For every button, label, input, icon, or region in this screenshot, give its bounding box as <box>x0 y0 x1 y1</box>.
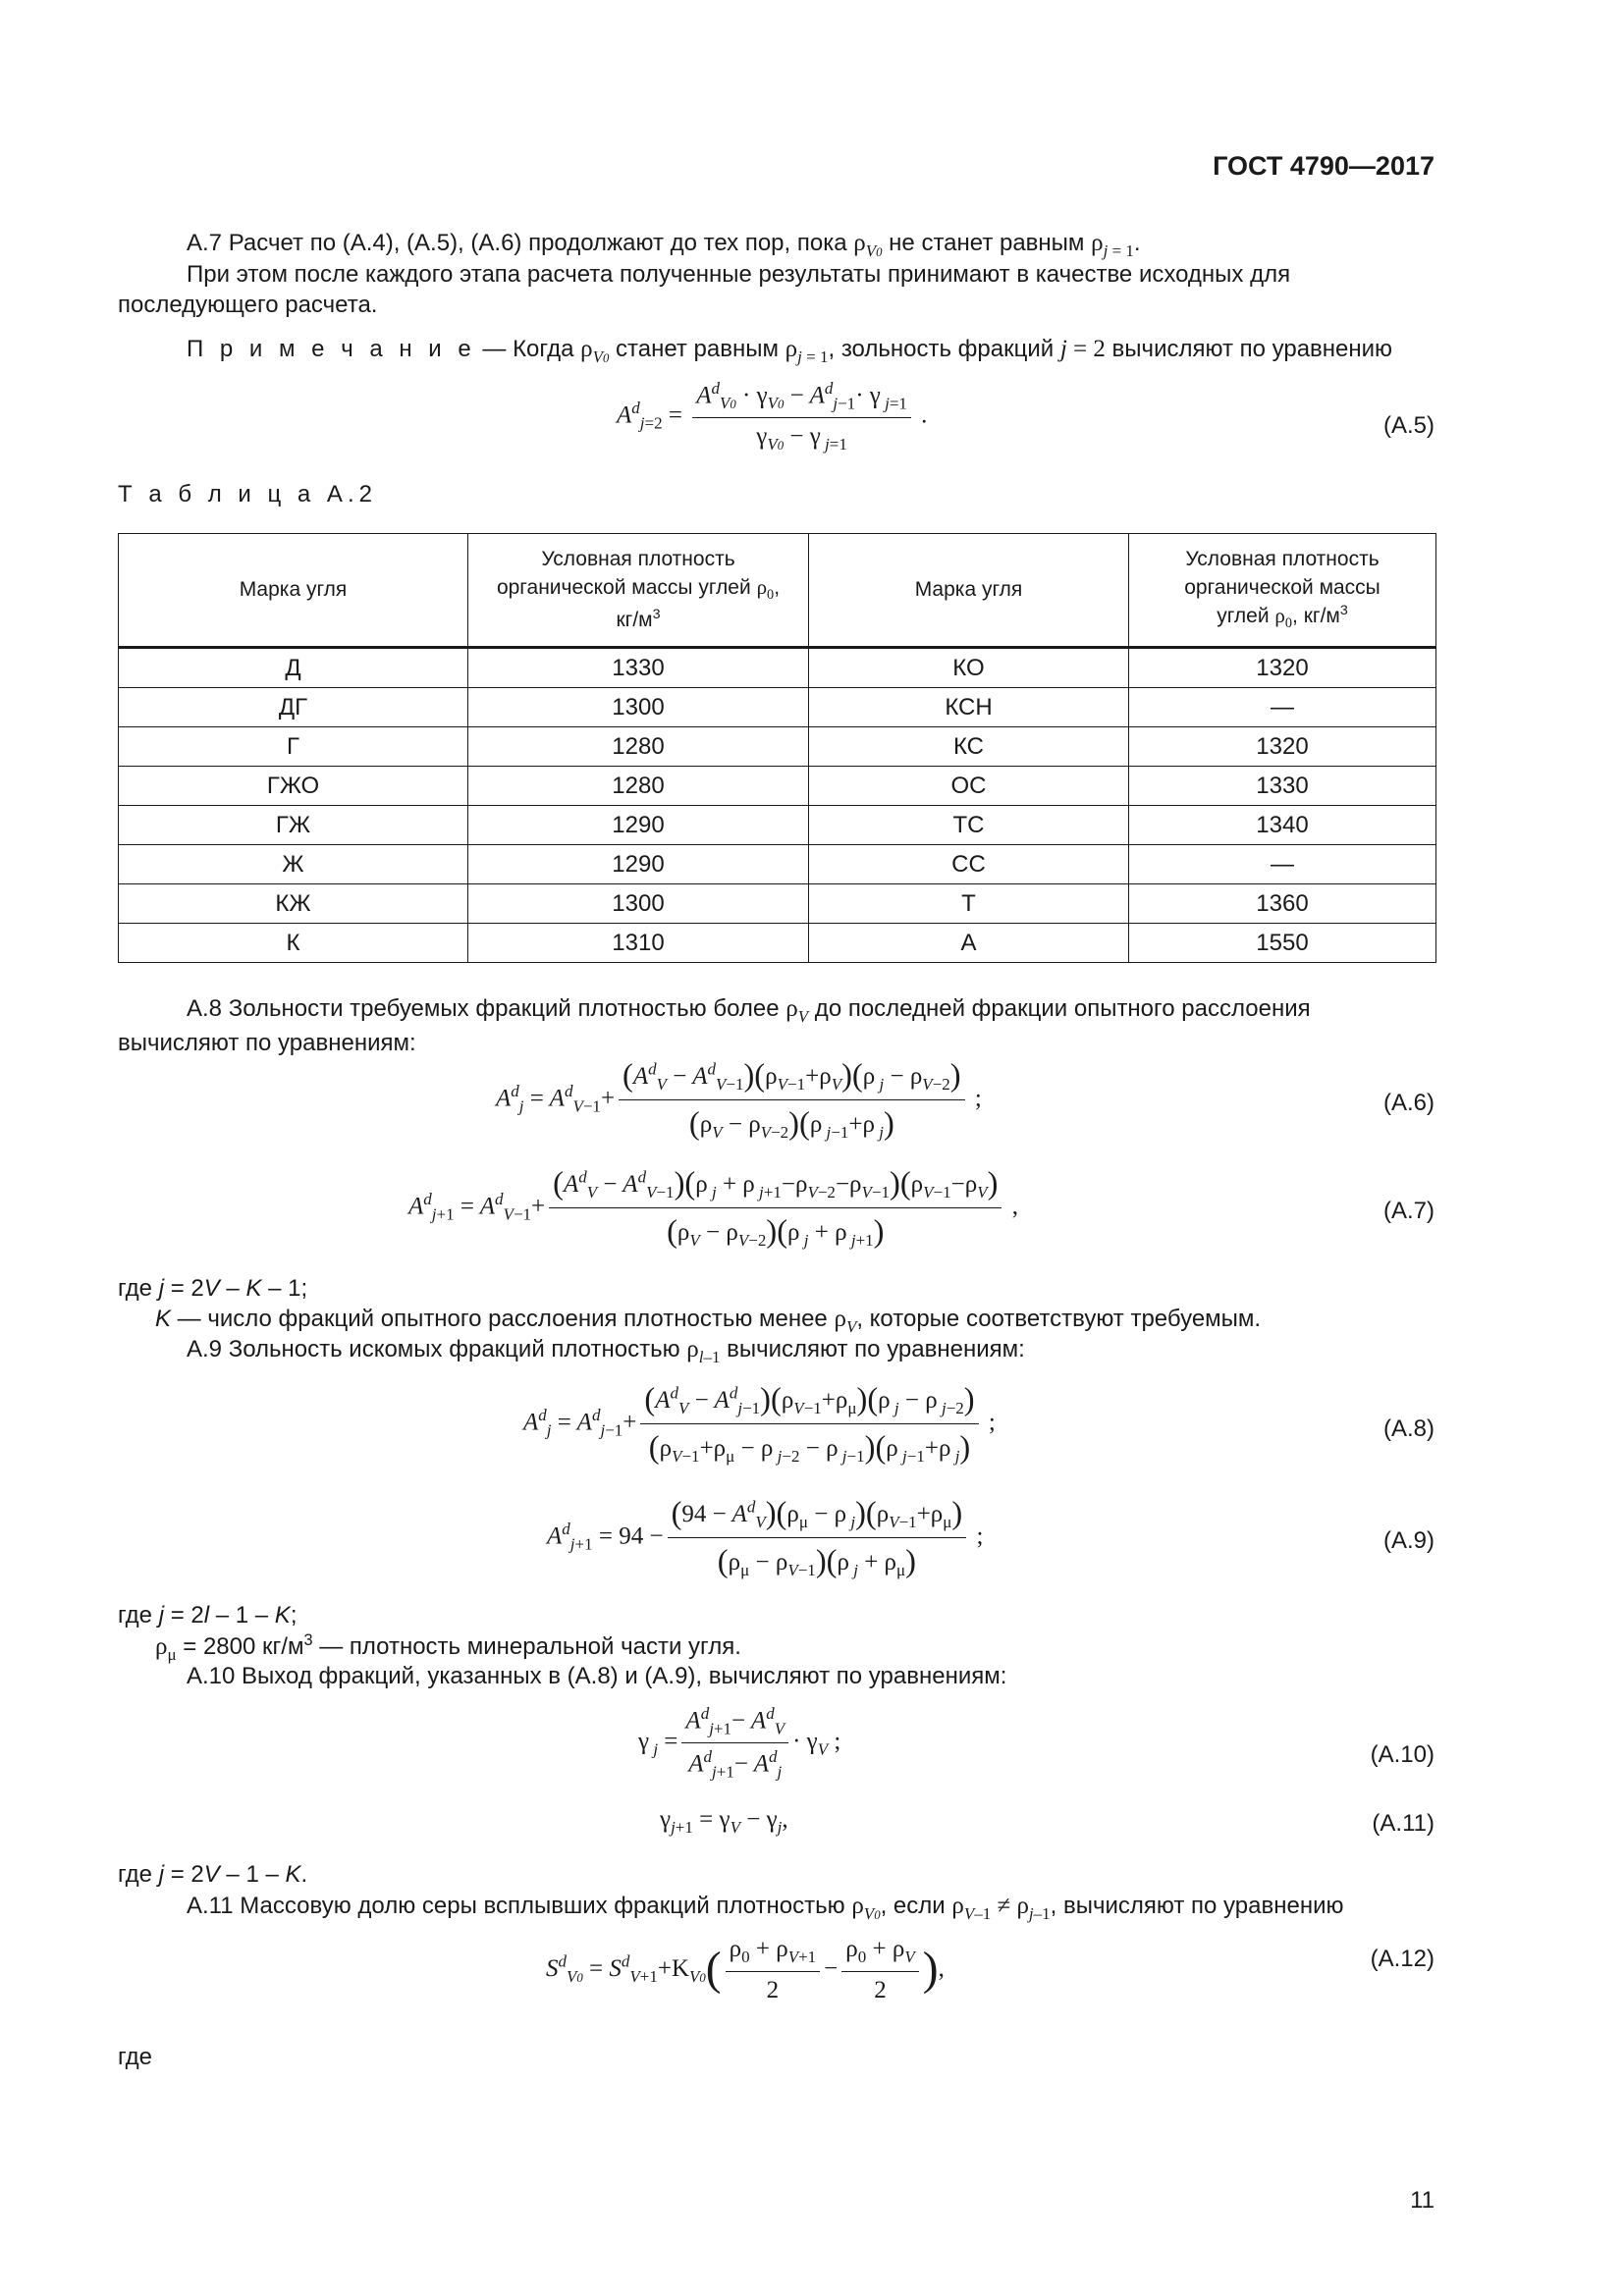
where-j-definition: где j = 2V – K – 1; <box>118 1275 308 1302</box>
equation-a10: γ $_j$ = $\frac{A^d_{j+1}- A^d_V}{A^d_{j+1}- A^d_j}$ · $\gamma_V$ ; <box>638 1704 841 1782</box>
note-paragraph: П р и м е ч а н и е — Когда $\rho_{V0}$ станет равным $\rho_{j = 1}$, зольность фракций j = 2 вычисляют по уравнению <box>187 336 1393 366</box>
coal-density-table <box>118 533 1436 963</box>
table-row: Ж 1290 СС — <box>119 845 1436 884</box>
where-j-definition-2: где j = 2l – 1 – K; <box>118 1602 298 1629</box>
equation-a8: $A^d_j = A^d_{j-1}+$ $\frac{(A^d_V - A^d_{j-1})(\rho_{V-1}+\rho_\mu)(\rho _j - \rho _{j-2})}{(\rho_{V-1}+\rho_\mu - \rho _{j-2} - \rho _{j-1})(\rho _{j-1}+\rho _j)}$ ; <box>523 1379 996 1469</box>
paragraph-a10: А.10 Выход фракций, указанных в (А.8) и (А.9), вычисляют по уравнениям: <box>187 1663 1007 1689</box>
equation-a6: $A^d_j = A^d_{V-1}+$ $\frac{(A^d_V - A^d_{V-1})(\rho_{V-1}+\rho_V)(\rho _j - \rho_{V-2})}{(\rho_V - \rho_{V-2})(\rho _{j-1}+\rho _j)}$ ; <box>496 1055 982 1146</box>
paragraph-a8: А.8 Зольности требуемых фракций плотностью более $\rho_V$ до последней фракции опытного расслоения вычисляют по уравнениям: <box>118 995 1311 1057</box>
paragraph-a11: А.11 Массовую долю серы всплывших фракций плотностью $\rho_{V0}$, если $\rho_{V-1} \ne \rho_{j-1}$, вычисляют по уравнению <box>187 1893 1344 1923</box>
paragraph-a7: А.7 Расчет по (А.4), (А.5), (А.6) продолжают до тех пор, пока $\rho_{V0}$ не станет равным $\rho_{j = 1}$. <box>187 230 1141 260</box>
table-row: КЖ 1300 Т 1360 <box>119 884 1436 924</box>
where-label: где <box>118 2044 153 2070</box>
where-rho-mu-definition: $\rho_\mu = 2800$ $кг/м^3$ — плотность минеральной части угля. <box>155 1631 741 1664</box>
equation-a7: $A^d_{j+1} = A^d_{V-1}+$ $\frac{(A^d_V - A^d_{V-1})(\rho _j + \rho _{j+1}-\rho_{V-2}-\rho_{V-1})(\rho_{V-1}-\rho_V)}{(\rho_V - \rho_{V-2})(\rho _j + \rho _{j+1})}$ , <box>408 1163 1018 1254</box>
paragraph-a9: А.9 Зольность искомых фракций плотностью $\rho_{l-1}$ вычисляют по уравнениям: <box>187 1336 1025 1366</box>
rho-j1: $\rho_{j = 1}$ <box>1091 230 1134 260</box>
table-row: ГЖ 1290 ТС 1340 <box>119 806 1436 845</box>
page-number: 11 <box>1410 2187 1435 2214</box>
header-brand-2: Марка угля <box>809 534 1129 648</box>
equation-number-a6: (А.6) <box>1382 1090 1435 1116</box>
equation-number-a5: (А.5) <box>1382 412 1435 439</box>
table-row: ГЖО 1280 ОС 1330 <box>119 767 1436 806</box>
document-header: ГОСТ 4790—2017 <box>1213 151 1435 181</box>
equation-number-a9: (А.9) <box>1382 1527 1435 1554</box>
table-row: К 1310 А 1550 <box>119 924 1436 963</box>
paragraph-a7-cont: При этом после каждого этапа расчета полученные результаты принимают в качестве исходных для последующего расчета. <box>118 261 1291 319</box>
table-row: Д 1330 КО 1320 <box>119 648 1436 688</box>
where-j-definition-3: где j = 2V – 1 – K. <box>118 1861 308 1888</box>
table-row: Г 1280 КС 1320 <box>119 727 1436 767</box>
rho-v0: $\rho_{V0}$ <box>853 230 883 260</box>
table-caption: Т а б л и ц а А.2 <box>118 481 377 507</box>
equation-number-a7: (А.7) <box>1382 1198 1435 1224</box>
equation-a12: $S^d_{V0} = S^d_{V+1}+K_{V0}$( $\frac{\rho_0 + \rho_{V+1}}{2}$ − $\frac{\rho_0 + \rho_V}{2}$ ), <box>546 1936 945 2004</box>
where-k-definition: K — число фракций опытного расслоения плотностью менее $\rho_V$, которые соответствуют требуемым. <box>155 1306 1262 1336</box>
table-row: ДГ 1300 КСН — <box>119 688 1436 727</box>
header-brand-1: Марка угля <box>119 534 468 648</box>
equation-number-a8: (А.8) <box>1382 1415 1435 1442</box>
header-density-1: Условная плотность органической массы углей $\rho_0$, $кг/м^3$ <box>468 534 809 648</box>
equation-number-a11: (А.11) <box>1372 1810 1435 1837</box>
equation-a11: $\gamma_{j+1} = \gamma_V - \gamma_j$, <box>660 1806 788 1837</box>
equation-number-a10: (А.10) <box>1370 1741 1435 1768</box>
equation-number-a12: (А.12) <box>1370 1946 1435 1972</box>
equation-a5: $A^d_{j=2}$ = $\frac{A^d_{V0} \cdot \gamma_{V0} - A^d_{j-1}\cdot \gamma _{j=1}}{\gamma_{V0} - \gamma _{j=1}}$ . <box>617 379 928 454</box>
header-density-2: Условная плотность органической массы углей $\rho_0$, $кг/м^3$ <box>1129 534 1436 648</box>
equation-a9: $A^d_{j+1} = 94$ − $\frac{(94 - A^d_V)(\rho_\mu - \rho _j)(\rho_{V-1}+\rho_\mu)}{(\rho_\mu - \rho_{V-1})(\rho _j + \rho_\mu)}$ ; <box>547 1493 983 1583</box>
